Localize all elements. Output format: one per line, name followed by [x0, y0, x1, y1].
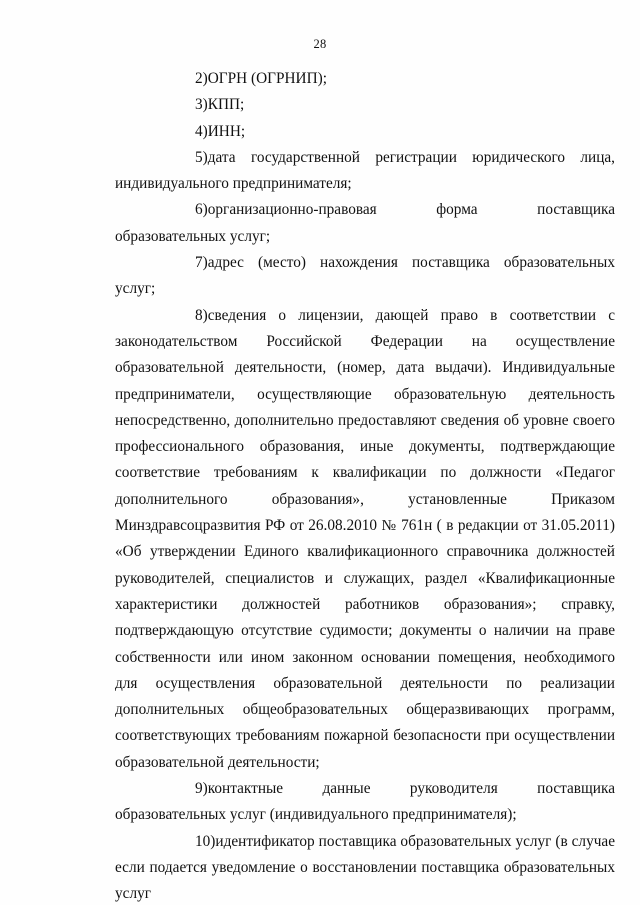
item-text: адрес (место) нахождения поставщика образовательных услуг;	[115, 254, 615, 298]
item-number: 8)	[195, 306, 208, 324]
item-text: сведения о лицензии, дающей право в соответствии с законодательством Российской Федерации на осуществление образовательной деятельности, (номер, дата выдачи). Индивидуальные предприниматели, осуществляющие образовательную деятельность непосредственно, дополнительно предоставляют сведения об уровне своего профессионального образования, иные документы, подтверждающие соответствие требованиям к квалификации по должности «Педагог дополнительного образования», установленные Приказом Минздравсоцразвития РФ от 26.08.2010 № 761н ( в редакции от 31.05.2011) «Об утверждении Единого квалификационного справочника должностей руководителей, специалистов и служащих, раздел «Квалификационные характеристики должностей работников образования»; справку, подтверждающую отсутствие судимости; документы о наличии на праве собственности или ином законном основании помещения, необходимого для осуществления образовательной деятельности по реализации дополнительных общеобразовательных общеразвивающих программ, соответствующих требованиям пожарной безопасности при осуществлении образовательной деятельности;	[115, 306, 615, 771]
item-text: контактные данные руководителя поставщика образовательных услуг (индивидуального предпринимателя);	[115, 780, 615, 824]
item-text: организационно-правовая форма поставщика образовательных услуг;	[115, 201, 615, 245]
item-text: идентификатор поставщика образовательных услуг (в случае если подается уведомление о восстановлении поставщика образовательных услуг	[115, 832, 615, 903]
item-text: ОГРН (ОГРНИП);	[207, 70, 327, 87]
list-item	[115, 250, 615, 303]
item-number: 4)	[195, 122, 208, 140]
list-item	[115, 66, 615, 92]
item-number: 9)	[195, 780, 208, 798]
list-item	[115, 829, 615, 908]
item-number: 2)	[195, 70, 208, 87]
list-item	[115, 92, 615, 118]
item-number: 3)	[195, 96, 208, 114]
item-number: 7)	[195, 254, 208, 272]
item-number: 5)	[195, 148, 208, 166]
item-text: ИНН;	[207, 122, 246, 140]
document-body	[115, 60, 615, 908]
item-text: дата государственной регистрации юридического лица, индивидуального предпринимателя;	[115, 148, 615, 193]
list-item	[115, 303, 615, 776]
item-number: 10)	[195, 832, 216, 850]
list-item	[115, 119, 615, 145]
item-text: КПП;	[207, 96, 245, 114]
item-number: 6)	[195, 201, 208, 219]
list-item	[115, 145, 615, 198]
list-item	[115, 776, 615, 829]
list-item	[115, 197, 615, 250]
page-number: 28	[313, 37, 327, 51]
